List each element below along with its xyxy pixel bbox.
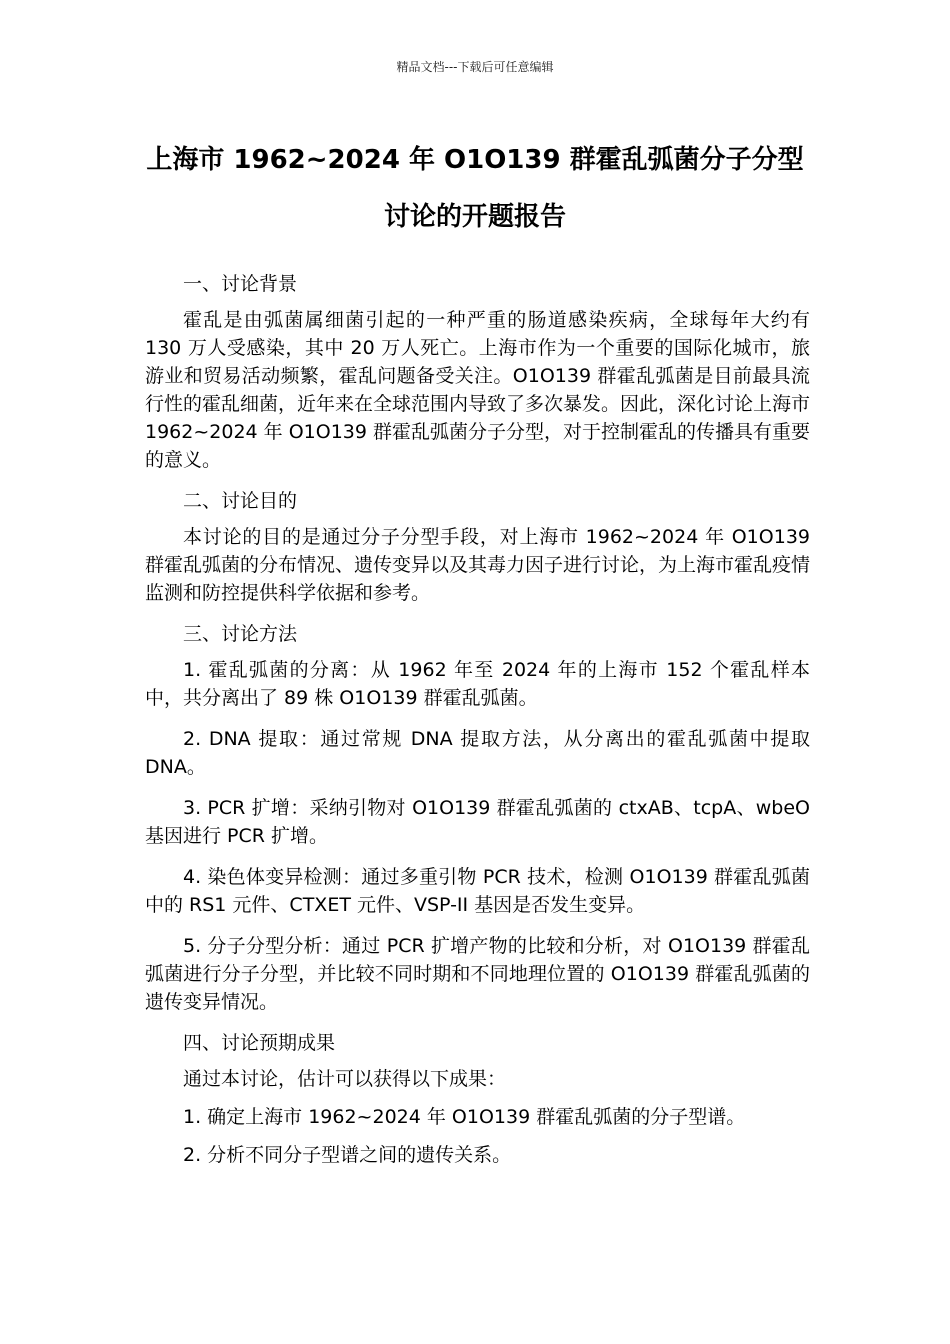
section-heading-purpose: 二、讨论目的: [183, 490, 298, 512]
method-item: 5. 分子分型分析：通过 PCR 扩增产物的比较和分析，对 O1O139 群霍乱弧菌进行分子分型，并比较不同时期和不同地理位置的 O1O139 群霍乱弧菌的遗传变异情况。: [145, 935, 810, 1013]
method-item: 3. PCR 扩增：采纳引物对 O1O139 群霍乱弧菌的 ctxAB、tcpA、wbeO 基因进行 PCR 扩增。: [145, 797, 810, 847]
method-item: 4. 染色体变异检测：通过多重引物 PCR 技术，检测 O1O139 群霍乱弧菌中的 RS1 元件、CTXET 元件、VSP-II 基因是否发生变异。: [145, 866, 810, 916]
section-heading-outcomes: 四、讨论预期成果: [183, 1032, 336, 1054]
section-body-purpose: 本讨论的目的是通过分子分型手段，对上海市 1962~2024 年 O1O139 群霍乱弧菌的分布情况、遗传变异以及其毒力因子进行讨论，为上海市霍乱疫情监测和防控提供科学依据和参考。: [145, 526, 811, 604]
document-body: [145, 270, 810, 1179]
section-heading-background: 一、讨论背景: [183, 273, 298, 295]
method-item: 1. 霍乱弧菌的分离：从 1962 年至 2024 年的上海市 152 个霍乱样本中，共分离出了 89 株 O1O139 群霍乱弧菌。: [145, 659, 810, 709]
header-note: 精品文档---下载后可任意编辑: [396, 60, 554, 74]
outcomes-intro: 通过本讨论，估计可以获得以下成果：: [183, 1068, 507, 1090]
method-item: 2. DNA 提取：通过常规 DNA 提取方法，从分离出的霍乱弧菌中提取 DNA。: [145, 728, 810, 778]
page-title-line-2: 讨论的开题报告: [383, 202, 566, 232]
outcome-item: 1. 确定上海市 1962~2024 年 O1O139 群霍乱弧菌的分子型谱。: [183, 1106, 746, 1128]
section-heading-methods: 三、讨论方法: [183, 623, 298, 645]
section-body-background: 霍乱是由弧菌属细菌引起的一种严重的肠道感染疾病，全球每年大约有 130 万人受感染，其中 20 万人死亡。上海市作为一个重要的国际化城市，旅游业和贸易活动频繁，霍乱问题备受关注。O1O139 群霍乱弧菌是目前最具流行性的霍乱细菌，近年来在全球范围内导致了多次暴发。因此，深化讨论上海市 1962~2024 年 O1O139 群霍乱弧菌分子分型，对于控制霍乱的传播具有重要的意义。: [145, 309, 811, 471]
outcome-item: 2. 分析不同分子型谱之间的遗传关系。: [183, 1144, 512, 1166]
page-title-line-1: 上海市 1962~2024 年 O1O139 群霍乱弧菌分子分型: [146, 145, 804, 175]
